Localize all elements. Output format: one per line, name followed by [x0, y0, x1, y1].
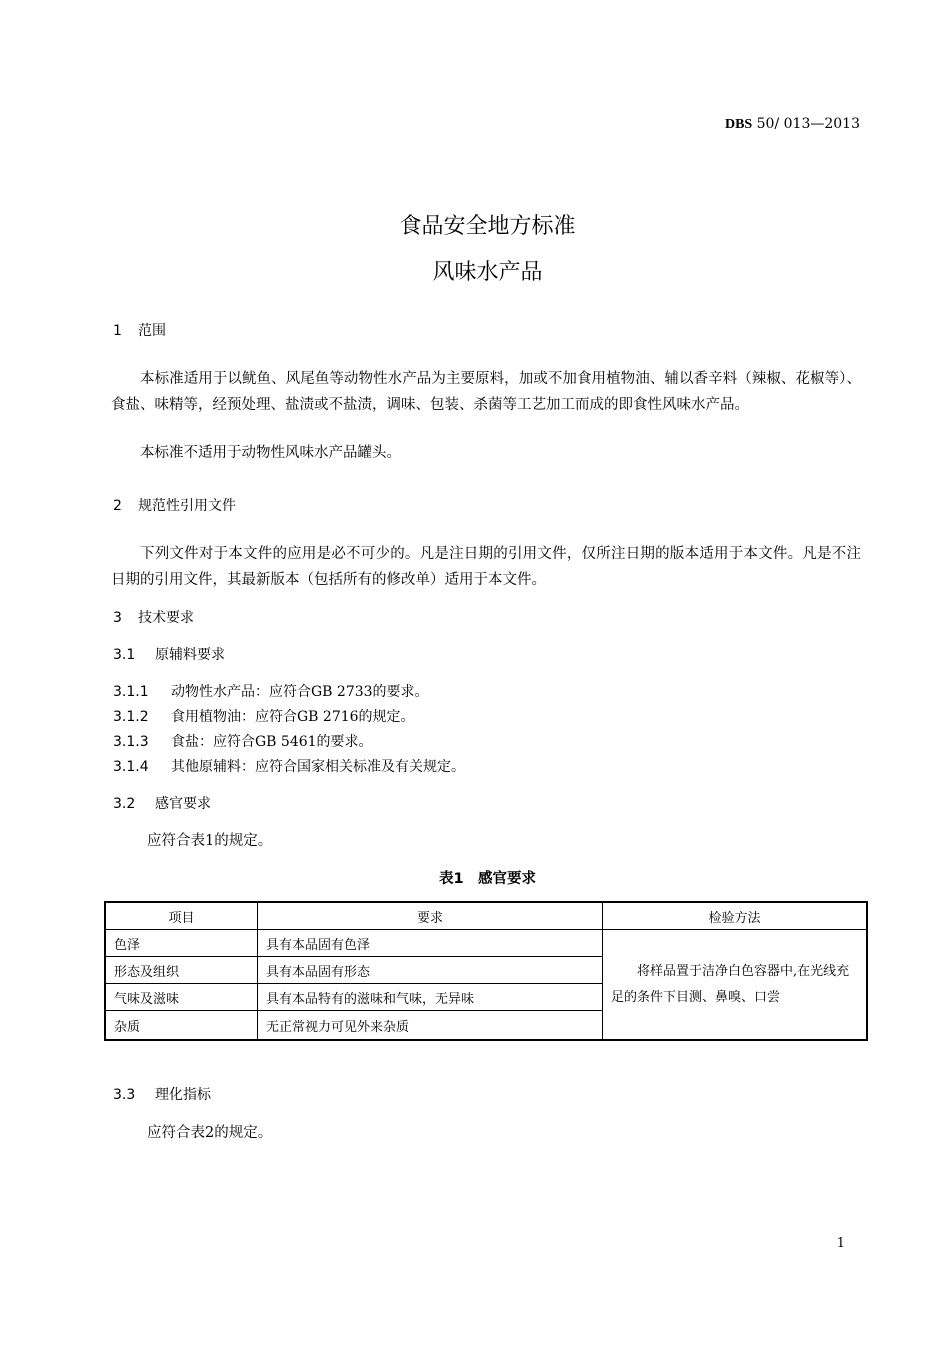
standard-code-number: 50/ 013—2013 [752, 116, 860, 132]
section-title: 原辅料要求 [155, 647, 225, 663]
section-3-3-heading [113, 1084, 211, 1104]
column-header-test-method: 检验方法 [603, 902, 868, 930]
standard-code [725, 116, 860, 133]
cell-requirement: 具有本品特有的滋味和气味，无异味 [258, 984, 603, 1011]
section-number: 3.2 [113, 796, 136, 812]
section-2-heading [113, 495, 236, 515]
item-text: 动物性水产品：应符合GB 2733的要求。 [171, 684, 429, 700]
cell-requirement: 具有本品固有色泽 [258, 930, 603, 957]
column-header-item: 项目 [105, 902, 258, 930]
item-number: 3.1.1 [113, 684, 149, 700]
item-number: 3.1.4 [113, 759, 149, 775]
section-title: 规范性引用文件 [138, 498, 236, 514]
item-text: 食用植物油：应符合GB 2716的规定。 [171, 709, 415, 725]
section-title: 感官要求 [155, 796, 211, 812]
section-1-paragraph-2: 本标准不适用于动物性风味水产品罐头。 [140, 445, 401, 461]
item-number: 3.1.3 [113, 734, 149, 750]
section-title: 理化指标 [155, 1087, 211, 1103]
document-subtitle: 风味水产品 [432, 260, 543, 285]
item-text: 食盐：应符合GB 5461的要求。 [171, 734, 373, 750]
cell-item: 杂质 [105, 1011, 258, 1041]
cell-requirement: 无正常视力可见外来杂质 [258, 1011, 603, 1041]
cell-item: 色泽 [105, 930, 258, 957]
section-3-2-paragraph: 应符合表1的规定。 [147, 833, 273, 849]
item-number: 3.1.2 [113, 709, 149, 725]
cell-requirement: 具有本品固有形态 [258, 957, 603, 984]
list-item [113, 681, 429, 701]
section-1-heading [113, 320, 166, 340]
table-1-caption: 表1 感官要求 [438, 871, 537, 887]
document-title: 食品安全地方标准 [399, 214, 576, 239]
standard-code-prefix: DBS [724, 117, 753, 132]
table-row [105, 930, 867, 957]
section-3-heading [113, 607, 194, 627]
section-number: 2 [113, 498, 122, 514]
column-header-requirement: 要求 [258, 902, 603, 930]
page-number: 1 [836, 1236, 845, 1251]
section-1-paragraph-1: 本标准适用于以鱿鱼、风尾鱼等动物性水产品为主要原料，加或不加食用植物油、辅以香辛料（辣椒、花椒等）、食盐、味精等，经预处理、盐渍或不盐渍，调味、包装、杀菌等工艺加工而成的即食性风味水产品。 [111, 371, 861, 413]
table-header-row [105, 902, 867, 930]
section-title: 技术要求 [138, 610, 194, 626]
list-item [113, 706, 415, 726]
item-text: 其他原辅料：应符合国家相关标准及有关规定。 [171, 759, 465, 775]
section-number: 3 [113, 610, 122, 626]
section-2-paragraph-1: 下列文件对于本文件的应用是必不可少的。凡是注日期的引用文件，仅所注日期的版本适用于本文件。凡是不注日期的引用文件，其最新版本（包括所有的修改单）适用于本文件。 [111, 546, 861, 588]
section-number: 1 [113, 323, 122, 339]
list-item [113, 731, 373, 751]
sensory-requirements-table [104, 901, 868, 1041]
cell-test-method: 将样品置于洁净白色容器中,在光线充足的条件下目测、鼻嗅、口尝 [603, 930, 868, 1041]
cell-item: 形态及组织 [105, 957, 258, 984]
section-number: 3.1 [113, 647, 136, 663]
section-3-1-heading [113, 644, 225, 664]
section-3-3-paragraph: 应符合表2的规定。 [147, 1125, 273, 1141]
section-number: 3.3 [113, 1087, 136, 1103]
section-3-2-heading [113, 793, 211, 813]
cell-item: 气味及滋味 [105, 984, 258, 1011]
section-title: 范围 [138, 323, 166, 339]
list-item [113, 756, 465, 776]
